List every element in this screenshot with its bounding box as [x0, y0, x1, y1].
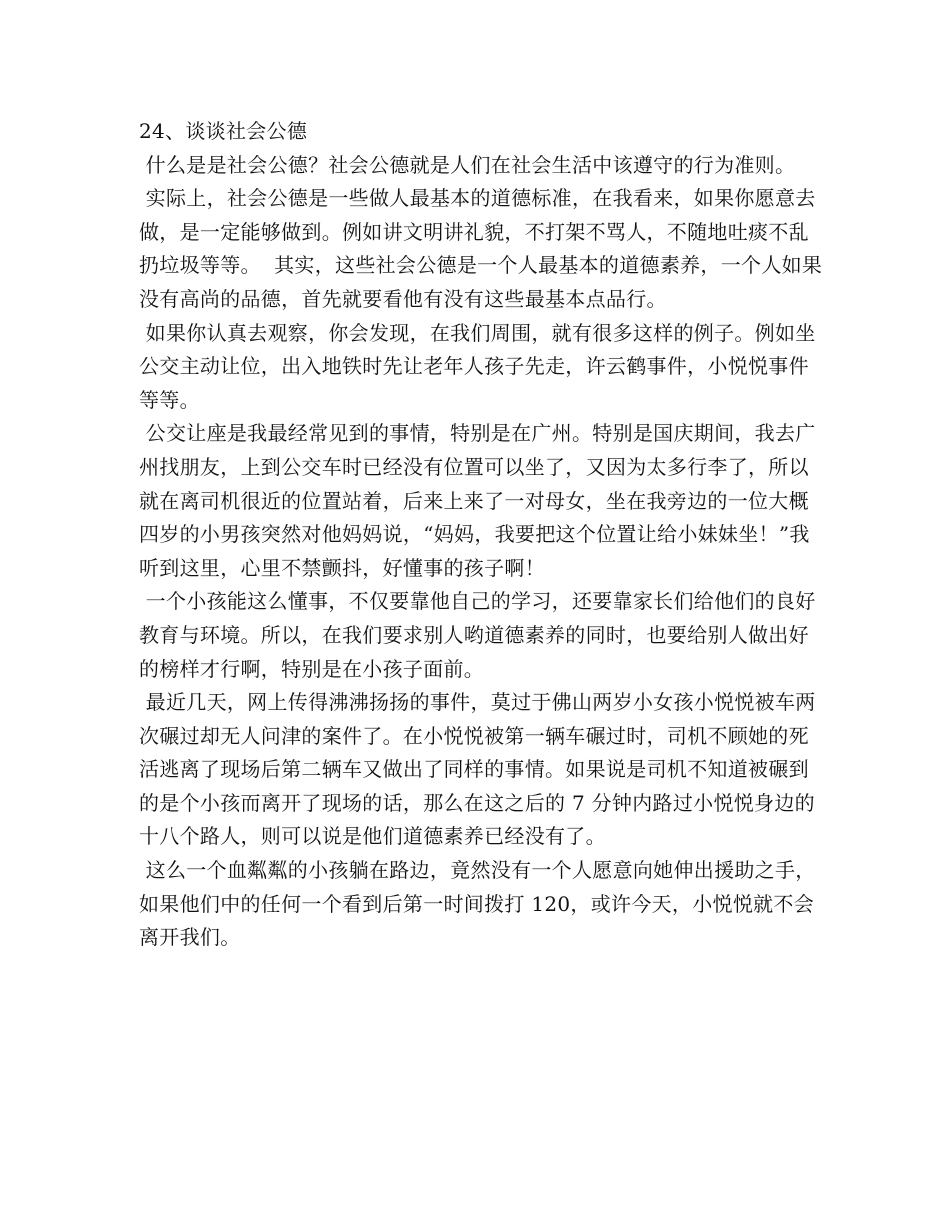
paragraph-education: 一个小孩能这么懂事，不仅要靠他自己的学习，还要靠家长们给他们的良好教育与环境。所以，在我们要求别人哟道德素养的同时，也要给别人做出好的榜样才行啊，特别是在小孩子面前。: [139, 589, 816, 681]
document-page: [139, 115, 829, 955]
paragraph-examples: 如果你认真去观察，你会发现，在我们周围，就有很多这样的例子。例如坐公交主动让位，出入地铁时先让老年人孩子先走，许云鹤事件，小悦悦事件等等。: [139, 320, 816, 412]
document-title: 24、谈谈社会公德: [139, 119, 308, 143]
paragraph-basic-standard: 实际上，社会公德是一些做人最基本的道德标准，在我看来，如果你愿意去做，是一定能够做到。例如讲文明讲礼貌，不打架不骂人，不随地吐痰不乱扔垃圾等等。 其实，这些社会公德是一个人最基本的道德素养，一个人如果没有高尚的品德，首先就要看他有没有这些最基本点品行。: [139, 186, 823, 311]
paragraph-definition: 什么是是社会公德？社会公德就是人们在社会生活中该遵守的行为准则。: [139, 152, 796, 177]
paragraph-bus-seat: 公交让座是我最经常见到的事情，特别是在广州。特别是国庆期间，我去广州找朋友，上到公交车时已经没有位置可以坐了，又因为太多行李了，所以就在离司机很近的位置站着，后来上来了一对母女，坐在我旁边的一位大概四岁的小男孩突然对他妈妈说，“妈妈，我要把这个位置让给小妹妹坐！”我听到这里，心里不禁颤抖，好懂事的孩子啊！: [139, 421, 816, 580]
paragraph-xiaoyueyue-case: 最近几天，网上传得沸沸扬扬的事件，莫过于佛山两岁小女孩小悦悦被车两次碾过却无人问津的案件了。在小悦悦被第一辆车碾过时，司机不顾她的死活逃离了现场后第二辆车又做出了同样的事情。如果说是司机不知道被碾到的是个小孩而离开了现场的话，那么在这之后的 7 分钟内路过小悦悦身边的十八个路人，则可以说是他们道德素养已经没有了。: [139, 690, 816, 849]
paragraph-conclusion: 这么一个血粼粼的小孩躺在路边，竟然没有一个人愿意向她伸出援助之手，如果他们中的任何一个看到后第一时间拨打 120，或许今天，小悦悦就不会离开我们。: [139, 858, 816, 950]
